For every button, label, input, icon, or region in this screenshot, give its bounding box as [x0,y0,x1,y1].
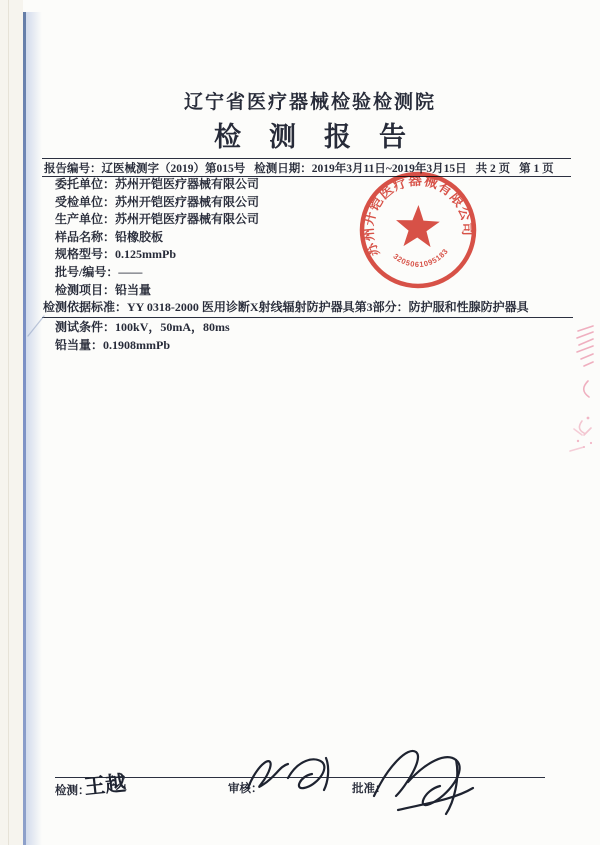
seal-company-name: 苏州开铠医疗器械有限公司 [360,172,476,259]
result-row-test-conditions [55,319,572,337]
field-row-inspected-unit [55,194,572,212]
field-value: YY 0318-2000 医用诊断X射线辐射防护器具第3部分：防护服和性腺防护器具 [127,300,529,315]
report-no-group [44,160,245,176]
review-signature-scribble [240,748,340,803]
result-value: 0.1908mmPb [103,337,171,352]
field-label: 批号/编号： [55,264,119,279]
field-row-test-standard [43,299,572,317]
pencil-slash-mark [26,314,46,338]
field-row-sample-name [55,229,572,247]
current-page: 第 1 页 [519,162,554,175]
report-title-text: 检测报告 [214,122,434,152]
total-pages: 共 2 页 [475,162,511,175]
test-signature-handwriting: 王越 [82,770,128,800]
report-header-row [42,158,571,177]
field-value: 苏州开铠医疗器械有限公司 [115,212,260,227]
info-fields [43,176,572,317]
field-row-batch-no [55,264,572,282]
field-value: 0.125mmPb [115,247,177,262]
field-label: 检测项目： [55,282,116,297]
standard-rule-line [42,317,573,318]
result-value: 100kV，50mA，80ms [115,320,230,334]
report-no-label: 报告编号： [44,162,102,175]
edge-stamp-marks [558,323,600,465]
seal-star-icon [394,202,444,252]
approve-signature-label: 批准： [352,783,387,795]
result-row-lead-equivalent [55,337,572,355]
company-seal [348,160,487,299]
field-label: 生产单位： [55,212,116,227]
field-value: —— [118,264,143,279]
review-signature-label: 审核： [228,783,263,795]
field-row-manufacturer [55,211,572,229]
report-title [25,122,595,152]
institute-name: 辽宁省医疗器械检验检测院 [183,92,436,113]
field-value: 铅橡胶板 [115,229,164,244]
field-label: 受检单位： [55,194,116,209]
field-label: 委托单位： [55,177,116,191]
field-value: 苏州开铠医疗器械有限公司 [115,177,260,191]
field-row-test-items [55,282,572,300]
scanner-edge-strip [0,0,23,845]
field-row-spec-model [55,246,572,264]
field-value: 铅当量 [115,282,152,297]
result-label: 测试条件： [55,320,116,334]
field-label: 规格型号： [55,247,116,262]
approve-signature-scribble [368,738,483,820]
report-no-value: 辽医械测字（2019）第015号 [101,162,246,175]
test-signature-label: 检测： [55,785,90,797]
field-row-client [55,176,572,194]
test-date-label: 检测日期： [254,162,312,175]
result-label: 铅当量： [55,337,104,352]
scanner-strip-line [8,0,9,845]
seal-serial-number: 3205061095183 [391,246,450,270]
field-value: 苏州开铠医疗器械有限公司 [115,194,260,209]
result-fields [55,319,572,354]
field-label: 检测依据标准： [43,300,128,315]
field-label: 样品名称： [55,229,116,244]
test-date-value: 2019年3月11日~2019年3月15日 [311,162,467,175]
